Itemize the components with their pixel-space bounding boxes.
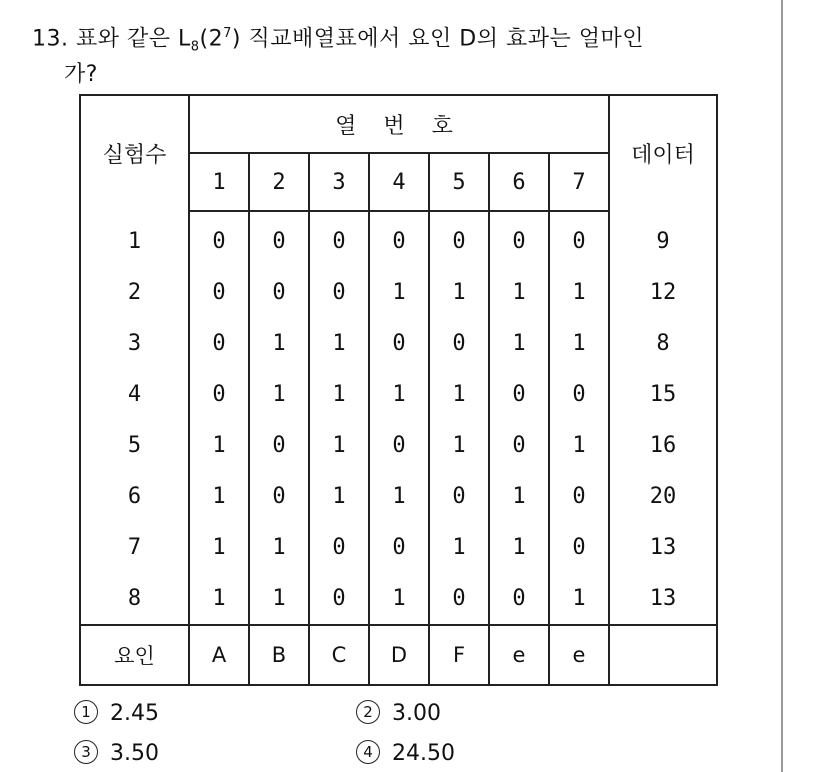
page-right-rule (781, 0, 783, 772)
trial-number: 4 (80, 369, 189, 420)
table-cell: 0 (189, 267, 249, 318)
data-header: 데이터 (609, 95, 717, 211)
data-value: 13 (609, 573, 717, 625)
choice-text: 3.50 (110, 741, 159, 766)
trial-number: 6 (80, 471, 189, 522)
column-number-6: 6 (489, 153, 549, 211)
table-cell: 0 (429, 573, 489, 625)
table-cell: 1 (189, 573, 249, 625)
factor-cell: D (369, 625, 429, 685)
data-value: 12 (609, 267, 717, 318)
question-superscript: 7 (223, 26, 232, 41)
table-cell: 1 (489, 522, 549, 573)
table-cell: 1 (489, 318, 549, 369)
table-cell: 1 (429, 420, 489, 471)
table-row (80, 267, 717, 318)
factor-cell: e (489, 625, 549, 685)
choice-2[interactable] (356, 700, 441, 726)
table-cell: 0 (309, 522, 369, 573)
choice-3[interactable] (74, 740, 159, 766)
orthogonal-array-table (79, 94, 718, 686)
table-cell: 0 (309, 267, 369, 318)
factor-cell: B (249, 625, 309, 685)
table-cell: 1 (249, 522, 309, 573)
choice-text: 24.50 (392, 741, 455, 766)
table-cell: 0 (249, 211, 309, 267)
trial-header: 실험수 (80, 95, 189, 211)
table-cell: 1 (429, 522, 489, 573)
question-number: 13. (32, 26, 69, 52)
table-cell: 0 (489, 573, 549, 625)
table-cell: 0 (369, 522, 429, 573)
table-cell: 1 (369, 267, 429, 318)
table-cell: 0 (249, 420, 309, 471)
data-value: 9 (609, 211, 717, 267)
table-row (80, 211, 717, 267)
table-cell: 1 (189, 522, 249, 573)
table-cell: 0 (429, 211, 489, 267)
table-row (80, 522, 717, 573)
factor-cell: A (189, 625, 249, 685)
data-value: 15 (609, 369, 717, 420)
choice-text: 2.45 (110, 701, 159, 726)
trial-number: 2 (80, 267, 189, 318)
table-cell: 1 (309, 420, 369, 471)
table-cell: 0 (549, 369, 609, 420)
column-number-2: 2 (249, 153, 309, 211)
table-cell: 1 (249, 369, 309, 420)
table-row (80, 420, 717, 471)
table-cell: 1 (369, 471, 429, 522)
choice-mark: 2 (356, 700, 380, 724)
table-cell: 0 (549, 471, 609, 522)
table-cell: 0 (429, 318, 489, 369)
data-value: 8 (609, 318, 717, 369)
table-cell: 1 (189, 471, 249, 522)
table-cell: 1 (369, 369, 429, 420)
choice-mark: 4 (356, 740, 380, 764)
choice-text: 3.00 (392, 701, 441, 726)
table-cell: 0 (369, 211, 429, 267)
trial-number: 5 (80, 420, 189, 471)
trial-number: 1 (80, 211, 189, 267)
question-text-after: ) 직교배열표에서 요인 D의 효과는 얼마인 (231, 26, 644, 52)
question-subscript: 8 (190, 39, 200, 55)
question-text-before: 표와 같은 L (76, 26, 191, 52)
choice-4[interactable] (356, 740, 455, 766)
table-cell: 1 (309, 471, 369, 522)
table-row (80, 369, 717, 420)
table-cell: 0 (309, 211, 369, 267)
choice-mark: 1 (74, 700, 98, 724)
table-cell: 1 (549, 573, 609, 625)
table-cell: 0 (309, 573, 369, 625)
table-cell: 1 (429, 267, 489, 318)
column-number-4: 4 (369, 153, 429, 211)
table-row (80, 471, 717, 522)
column-number-7: 7 (549, 153, 609, 211)
table-cell: 0 (429, 471, 489, 522)
table-cell: 1 (549, 318, 609, 369)
table-cell: 0 (249, 267, 309, 318)
table-cell: 0 (549, 522, 609, 573)
table-cell: 0 (549, 211, 609, 267)
trial-number: 7 (80, 522, 189, 573)
factor-cell: C (309, 625, 369, 685)
data-value: 16 (609, 420, 717, 471)
column-number-1: 1 (189, 153, 249, 211)
table-cell: 1 (249, 318, 309, 369)
table-cell: 1 (249, 573, 309, 625)
table-cell: 0 (189, 369, 249, 420)
question-line2: 가? (64, 61, 98, 87)
table-cell: 0 (249, 471, 309, 522)
table-cell: 0 (489, 420, 549, 471)
table-cell: 0 (369, 318, 429, 369)
factor-cell: e (549, 625, 609, 685)
question-text (32, 20, 772, 88)
column-number-5: 5 (429, 153, 489, 211)
table-cell: 1 (309, 318, 369, 369)
question-text-mid: (2 (199, 26, 224, 52)
table-cell: 1 (549, 267, 609, 318)
table-cell: 1 (309, 369, 369, 420)
factor-data-empty (609, 625, 717, 685)
table-cell: 0 (489, 369, 549, 420)
choice-mark: 3 (74, 740, 98, 764)
table-cell: 1 (489, 267, 549, 318)
table-cell: 1 (189, 420, 249, 471)
table-cell: 1 (429, 369, 489, 420)
table-cell: 0 (369, 420, 429, 471)
table-cell: 1 (489, 471, 549, 522)
table-cell: 1 (549, 420, 609, 471)
table-cell: 0 (189, 211, 249, 267)
data-value: 13 (609, 522, 717, 573)
table-row (80, 573, 717, 625)
factor-label: 요인 (80, 625, 189, 685)
data-value: 20 (609, 471, 717, 522)
factor-cell: F (429, 625, 489, 685)
table-cell: 1 (369, 573, 429, 625)
column-number-3: 3 (309, 153, 369, 211)
choice-1[interactable] (74, 700, 159, 726)
trial-number: 8 (80, 573, 189, 625)
table-row (80, 318, 717, 369)
table-cell: 0 (189, 318, 249, 369)
column-group-header: 열 번 호 (189, 95, 609, 153)
table-cell: 0 (489, 211, 549, 267)
trial-number: 3 (80, 318, 189, 369)
